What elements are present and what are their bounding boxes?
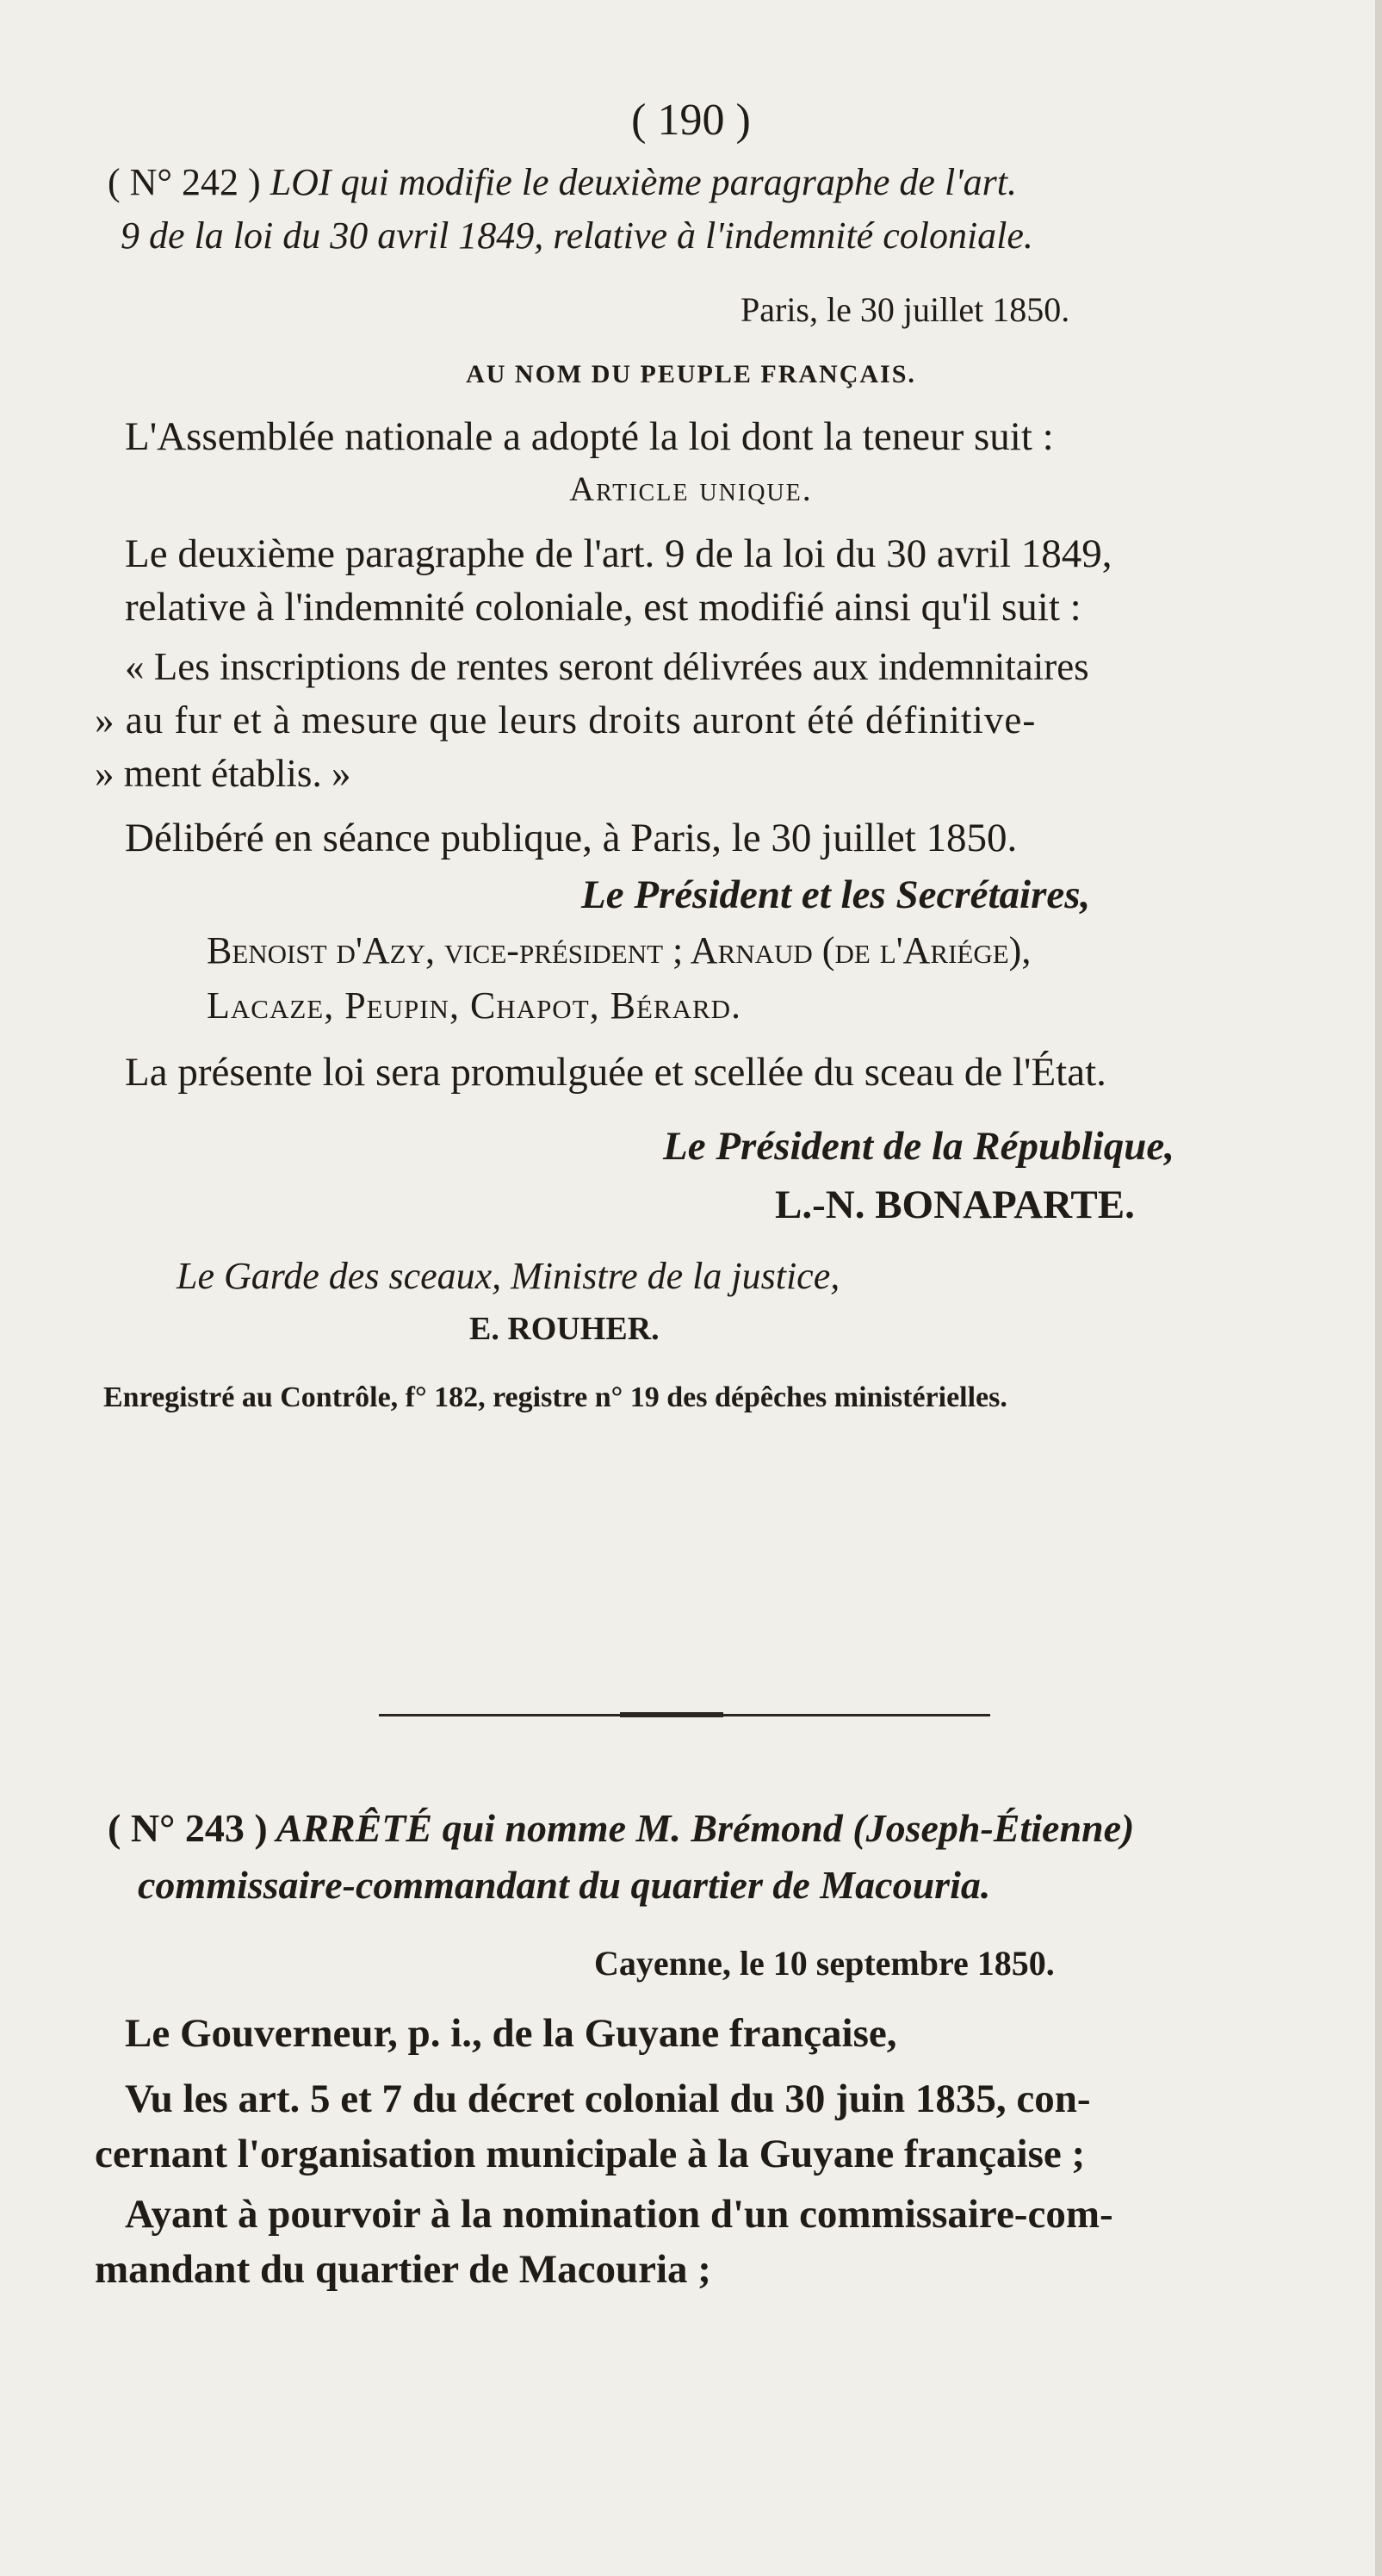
arrete-number: ( N° 243 )	[108, 1806, 268, 1850]
arrete-line4: Ayant à pourvoir à la nomination d'un commissaire-com-	[125, 2192, 1113, 2237]
signers-line2: Lacaze, Peupin, Chapot, Bérard.	[207, 984, 742, 1027]
arrete-place-date: Cayenne, le 10 septembre 1850.	[594, 1944, 1055, 1983]
garde-title: Le Garde des sceaux, Ministre de la justice,	[177, 1255, 840, 1297]
law-place-date: Paris, le 30 juillet 1850.	[741, 290, 1070, 329]
arrete-line3: cernant l'organisation municipale à la Guyane française ;	[95, 2132, 1086, 2176]
registration-note: Enregistré au Contrôle, f° 182, registre n° 19 des dépêches ministérielles.	[103, 1381, 1007, 1413]
page-edge	[1375, 0, 1382, 2576]
arrete-title-line1: ( N° 243 ) ARRÊTÉ qui nomme M. Brémond (Joseph-Étienne)	[108, 1806, 1135, 1850]
article-heading: Article unique.	[569, 469, 813, 508]
page-number: ( 190 )	[631, 96, 751, 145]
law-title-line1: ( N° 242 ) LOI qui modifie le deuxième paragraphe de l'art.	[108, 161, 1017, 203]
arrete-line1: Le Gouverneur, p. i., de la Guyane française,	[125, 2011, 897, 2056]
law-title-line2: 9 de la loi du 30 avril 1849, relative à l'indemnité coloniale.	[121, 214, 1033, 257]
deliberation: Délibéré en séance publique, à Paris, le 30 juillet 1850.	[125, 816, 1018, 860]
arrete-title-line2: commissaire-commandant du quartier de Macouria.	[138, 1863, 991, 1907]
law-intro: L'Assemblée nationale a adopté la loi dont la teneur suit :	[125, 414, 1054, 459]
garde-name: E. ROUHER.	[469, 1311, 660, 1347]
signers-line1: Benoist d'Azy, vice-président ; Arnaud (de l'Ariége),	[207, 929, 1032, 971]
signers-title: Le Président et les Secrétaires,	[581, 872, 1091, 917]
president-name: L.-N. BONAPARTE.	[775, 1182, 1135, 1227]
arrete-line5: mandant du quartier de Macouria ;	[95, 2247, 711, 2292]
quote-line1: « Les inscriptions de rentes seront délivrées aux indemnitaires	[125, 645, 1089, 688]
quote-line3: » ment établis. »	[95, 752, 351, 795]
law-body-line2: relative à l'indemnité coloniale, est modifié ainsi qu'il suit :	[125, 585, 1081, 630]
quote-line2: » au fur et à mesure que leurs droits auront été définitive-	[95, 698, 1037, 742]
law-body-line1: Le deuxième paragraphe de l'art. 9 de la loi du 30 avril 1849,	[125, 531, 1112, 576]
promulgation: La présente loi sera promulguée et scellée du sceau de l'État.	[125, 1050, 1106, 1095]
arrete-line2: Vu les art. 5 et 7 du décret colonial du 30 juin 1835, con-	[125, 2076, 1091, 2121]
law-number: ( N° 242 )	[108, 161, 261, 203]
law-header: AU NOM DU PEUPLE FRANÇAIS.	[466, 360, 916, 388]
section-divider	[379, 1714, 990, 1716]
president-title: Le Président de la République,	[663, 1124, 1174, 1169]
